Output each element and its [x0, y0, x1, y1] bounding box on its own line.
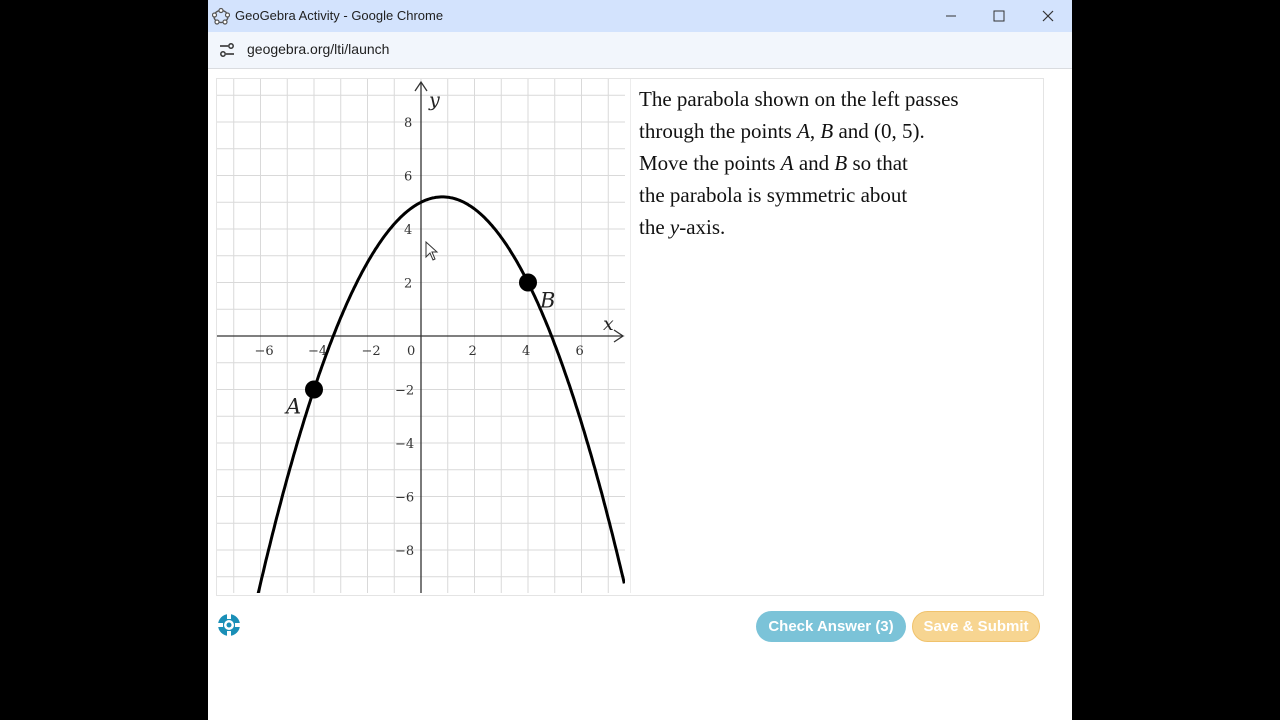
y-tick-label: −4: [395, 437, 415, 452]
y-axis-label: y: [429, 89, 440, 111]
title-bar: [208, 0, 1072, 32]
x-tick-label: −4: [308, 344, 328, 359]
close-button[interactable]: [1024, 0, 1072, 32]
problem-line: the y-axis.: [639, 215, 726, 239]
point-b-label: B: [540, 288, 556, 313]
problem-line: through the points A, B and (0, 5).: [639, 119, 925, 143]
maximize-button[interactable]: [975, 0, 1023, 32]
mouse-cursor-icon: [426, 242, 437, 260]
y-tick-label: 8: [404, 116, 413, 131]
browser-window: [208, 0, 1072, 720]
panel-divider: [630, 79, 631, 593]
parabola-curve: [250, 197, 625, 593]
x-tick-label: −2: [361, 344, 381, 359]
y-tick-label: 2: [404, 276, 413, 292]
y-tick-label: 6: [404, 169, 413, 185]
tick-labels: [255, 116, 584, 559]
maximize-icon: [993, 10, 1005, 22]
x-tick-label: 2: [468, 344, 477, 359]
close-icon: [1042, 10, 1054, 22]
y-tick-label: 4: [404, 223, 413, 238]
site-settings-icon[interactable]: [219, 42, 235, 58]
graph-canvas[interactable]: [217, 79, 625, 593]
x-axis-label: x: [603, 313, 614, 335]
problem-line: Move the points A and B so that: [639, 151, 908, 175]
x-tick-label: −6: [254, 344, 274, 359]
minimize-button[interactable]: [927, 0, 975, 32]
x-tick-label: 6: [575, 344, 584, 359]
help-lifebuoy-icon[interactable]: [216, 612, 242, 638]
x-tick-label: 4: [522, 344, 531, 359]
problem-statement: [639, 83, 1041, 243]
address-bar[interactable]: [208, 32, 1072, 69]
check-answer-button[interactable]: Check Answer (3): [756, 611, 906, 642]
y-tick-label: −2: [395, 383, 415, 399]
activity-panel: [216, 78, 1044, 596]
point-a-label: A: [286, 394, 302, 419]
y-tick-label: −6: [395, 490, 415, 506]
point-a[interactable]: [305, 381, 323, 399]
problem-line: the parabola is symmetric about: [639, 183, 908, 207]
save-submit-button[interactable]: Save & Submit: [912, 611, 1040, 642]
problem-line: The parabola shown on the left passes: [639, 87, 959, 111]
minimize-icon: [945, 10, 957, 22]
url-text[interactable]: geogebra.org/lti/launch: [247, 41, 390, 57]
geogebra-app-icon: [212, 7, 230, 25]
y-tick-label: −8: [395, 544, 415, 559]
x-tick-label: 0: [407, 344, 416, 359]
window-title: GeoGebra Activity - Google Chrome: [235, 8, 444, 23]
point-b[interactable]: [519, 274, 537, 292]
